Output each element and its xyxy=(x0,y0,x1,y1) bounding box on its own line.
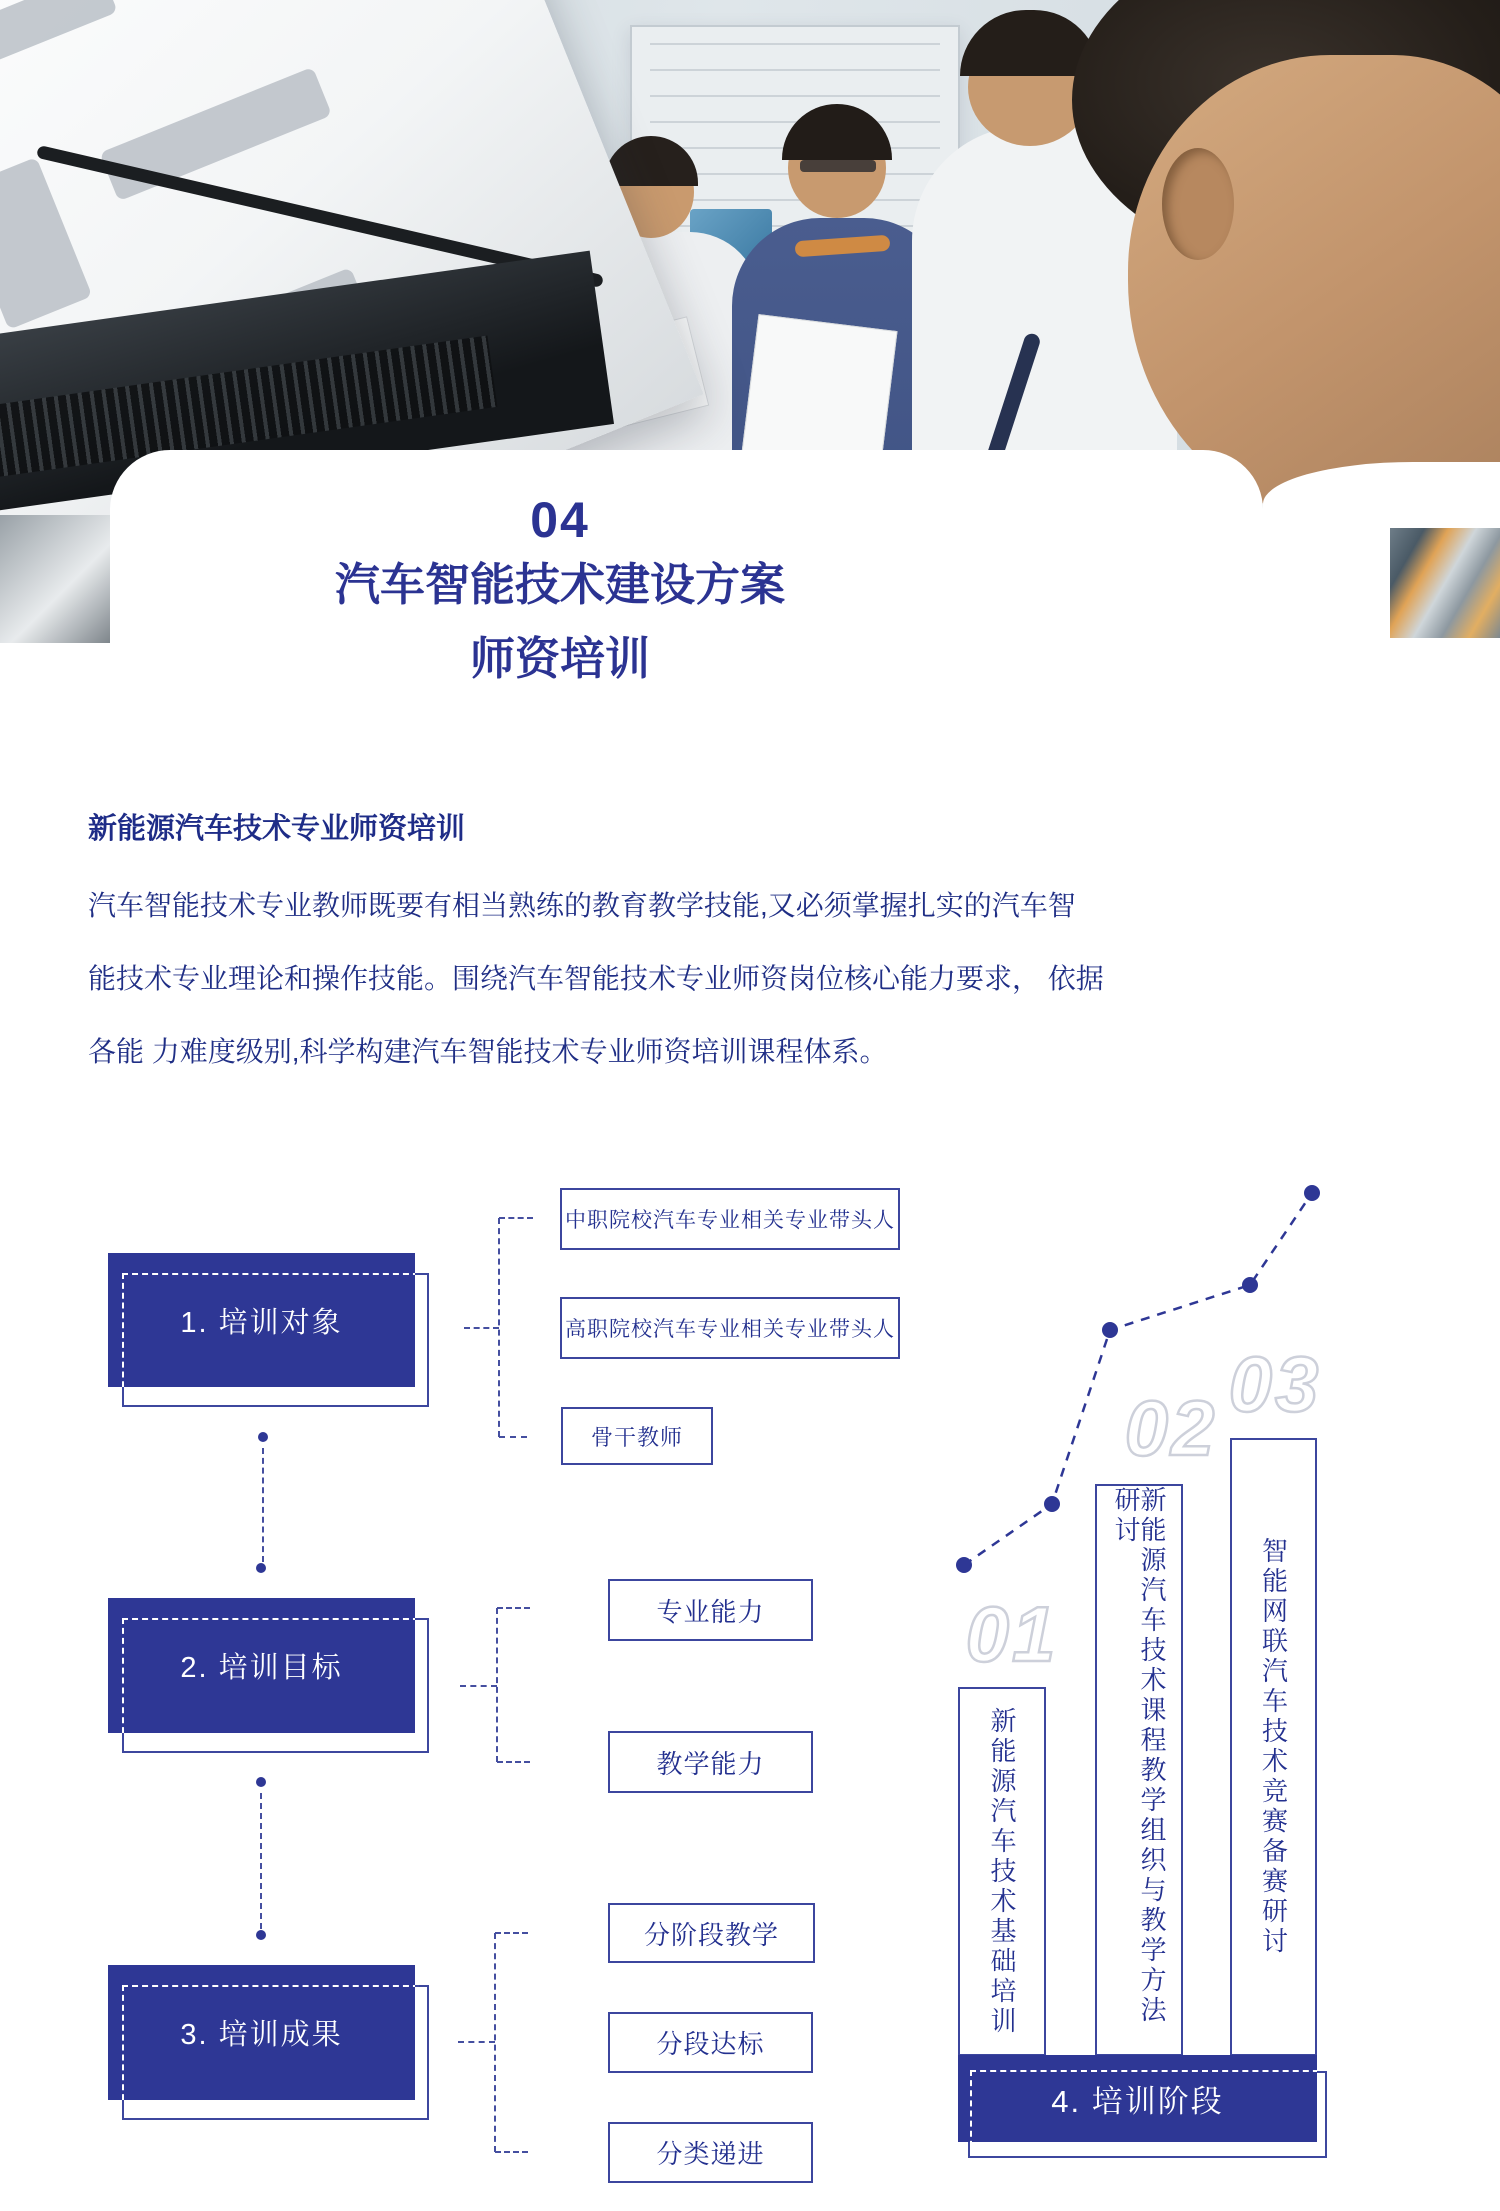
item-box xyxy=(608,2122,813,2183)
stage-bar-2 xyxy=(1095,1484,1183,2056)
group-2-label: 2. 培训目标 xyxy=(180,1652,343,1684)
stage-bar-3-label: 智能网联汽车技术竞赛备赛研讨 xyxy=(1258,1537,1289,1957)
section-number: 04 xyxy=(530,492,590,548)
item-label: 专业能力 xyxy=(656,1596,765,1627)
glasses xyxy=(800,160,876,172)
hood-slot xyxy=(0,0,118,105)
hood-slot xyxy=(99,67,332,201)
stage-bar-1 xyxy=(958,1687,1046,2056)
item-box xyxy=(608,1903,815,1963)
group-1-label: 1. 培训对象 xyxy=(180,1306,343,1339)
stage-number-03: 03 xyxy=(1228,1340,1322,1428)
bracket-line xyxy=(496,1608,498,1762)
bracket-tick xyxy=(458,2041,495,2043)
bracket-tick xyxy=(499,1217,533,1219)
item-box xyxy=(560,1297,900,1359)
bracket-tick xyxy=(495,2151,528,2153)
stage-footer-label: 4. 培训阶段 xyxy=(1051,2084,1224,2119)
bracket-tick xyxy=(497,1607,530,1609)
intro-line-2: 能技术专业理论和操作技能。围绕汽车智能技术专业师资岗位核心能力要求， 依据 xyxy=(88,963,1104,994)
section-title-line2: 师资培训 xyxy=(469,633,650,684)
item-label: 中职院校汽车专业相关专业带头人 xyxy=(565,1209,895,1232)
item-label: 骨干教师 xyxy=(590,1424,683,1450)
item-box xyxy=(560,1188,900,1250)
section-header xyxy=(90,492,1030,696)
stage-bar-2-label: 新能源汽车技术课程教学组织与教学方法研讨 xyxy=(1111,1486,1167,2026)
stage-number-01: 01 xyxy=(965,1590,1059,1678)
intro-line-3: 各能 力难度级别,科学构建汽车智能技术专业师资培训课程体系。 xyxy=(88,1036,888,1067)
item-label: 高职院校汽车专业相关专业带头人 xyxy=(565,1318,895,1341)
item-box xyxy=(608,1579,813,1641)
bracket-line xyxy=(498,1218,500,1437)
item-label: 教学能力 xyxy=(656,1748,765,1779)
item-box xyxy=(608,1731,813,1793)
item-label: 分类递进 xyxy=(656,2139,765,2169)
item-label: 分阶段教学 xyxy=(643,1919,779,1950)
stage-bar-1-label: 新能源汽车技术基础培训 xyxy=(987,1706,1017,2037)
hood-slot xyxy=(0,157,92,330)
group-3-header xyxy=(108,1965,415,2100)
bracket-tick xyxy=(499,1436,527,1438)
connector-dot xyxy=(256,1563,266,1573)
bracket-tick xyxy=(460,1685,497,1687)
intro-block xyxy=(88,806,1104,1088)
item-label: 分段达标 xyxy=(656,2029,765,2059)
bracket-tick xyxy=(497,1761,530,1763)
bracket-line xyxy=(494,1933,496,2152)
connector-dashed-line xyxy=(262,1448,264,1562)
connector-dashed-line xyxy=(260,1793,262,1929)
connector-dot xyxy=(256,1777,266,1787)
bracket-tick xyxy=(495,1932,528,1934)
item-box xyxy=(608,2012,813,2073)
group-3-label: 3. 培训成果 xyxy=(180,2019,343,2051)
foreground-head-ear xyxy=(1162,148,1234,260)
stage-number-02: 02 xyxy=(1124,1384,1218,1472)
connector-dot xyxy=(258,1432,268,1442)
bracket-tick xyxy=(464,1327,499,1329)
stage-footer xyxy=(958,2055,1317,2142)
item-box xyxy=(561,1407,713,1465)
intro-line-1: 汽车智能技术专业教师既要有相当熟练的教育教学技能,又必须掌握扎实的汽车智 xyxy=(88,890,1076,921)
section-title-line1: 汽车智能技术建设方案 xyxy=(334,559,785,610)
intro-heading: 新能源汽车技术专业师资培训 xyxy=(88,813,466,845)
group-1-header xyxy=(108,1253,415,1387)
shoulder-fabric-patch xyxy=(1390,528,1500,638)
connector-dot xyxy=(256,1930,266,1940)
stage-bar-3 xyxy=(1230,1438,1317,2056)
group-2-header xyxy=(108,1598,415,1733)
